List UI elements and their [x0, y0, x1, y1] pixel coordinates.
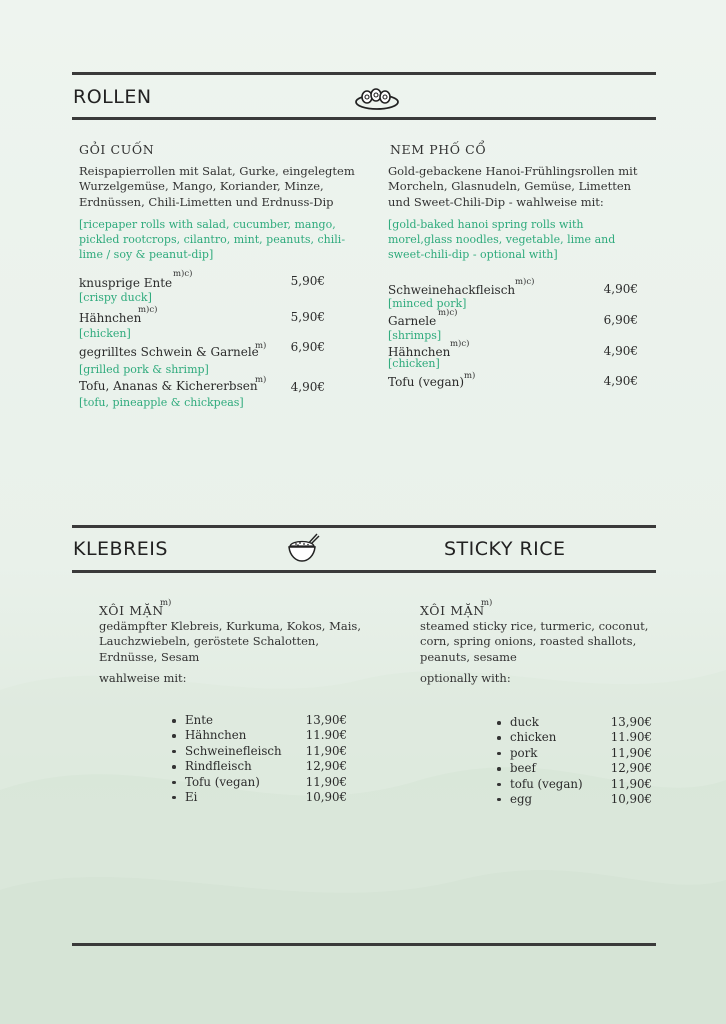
- nem-pho-co-translation: [gold-baked hanoi spring rolls with morel,glass noodles, vegetable, lime and sweet-chili-dip - optional with]: [388, 218, 616, 261]
- option-price: 10,90€: [305, 789, 347, 804]
- option-item: [172, 728, 347, 743]
- nem-pho-co-item-translation: [minced pork]: [388, 297, 467, 310]
- option-name: pork: [510, 745, 538, 760]
- bullet-icon: [497, 783, 501, 787]
- option-item: [497, 746, 652, 761]
- bullet-icon: [172, 796, 176, 800]
- xoi-man-de-description: gedämpfter Klebreis, Kurkuma, Kokos, Mais, Lauchzwiebeln, geröstete Schalotten, Erdnüsse, Sesam: [99, 619, 361, 664]
- nem-pho-co-item-translation: [chicken]: [388, 357, 440, 370]
- goi-cuon-translation: [ricepaper rolls with salad, cucumber, mango, pickled rootcrops, cilantro, mint, peanuts, chili-lime / soy & peanut-dip]: [79, 218, 346, 261]
- option-item: [497, 715, 652, 730]
- page-bottom-rule: [72, 943, 656, 946]
- option-item: [172, 744, 347, 759]
- goi-cuon-item-price: 4,90€: [290, 380, 325, 394]
- klebreis-bottom-rule: [72, 570, 656, 573]
- option-price: 12,90€: [610, 761, 652, 776]
- option-item: [497, 730, 652, 745]
- rollen-top-rule: [72, 72, 656, 75]
- bullet-icon: [172, 750, 176, 754]
- option-item: [497, 761, 652, 776]
- option-item: [172, 790, 347, 805]
- option-item: [497, 777, 652, 792]
- goi-cuon-item-allergens: m): [255, 375, 267, 385]
- option-item: [497, 792, 652, 807]
- bullet-icon: [172, 734, 176, 738]
- goi-cuon-item-allergens: m): [255, 341, 267, 351]
- bullet-icon: [172, 781, 176, 785]
- goi-cuon-item-translation: [chicken]: [79, 327, 131, 340]
- goi-cuon-item-price: 6,90€: [290, 340, 325, 354]
- option-price: 11,90€: [610, 745, 652, 760]
- rollen-section-title: ROLLEN: [73, 86, 152, 108]
- option-item: [172, 775, 347, 790]
- option-name: duck: [510, 715, 539, 729]
- goi-cuon-item-name: gegrilltes Schwein & Garnele: [79, 345, 259, 359]
- option-price: 10,90€: [610, 791, 652, 806]
- nem-pho-co-item-name: Schweinehackfleisch: [388, 283, 516, 297]
- option-item: [172, 759, 347, 774]
- xoi-man-en-title: XÔI MẶN: [420, 603, 485, 618]
- goi-cuon-item-allergens: m)c): [173, 269, 193, 279]
- option-price: 11,90€: [610, 776, 652, 791]
- option-name: Ei: [185, 789, 198, 804]
- option-price: 11.90€: [305, 728, 347, 743]
- option-name: beef: [510, 761, 536, 776]
- nem-pho-co-item-name: Tofu (vegan): [388, 375, 465, 389]
- sticky-rice-section-title: STICKY RICE: [444, 538, 566, 560]
- goi-cuon-item-name: Tofu, Ananas & Kichererbsen: [79, 379, 258, 393]
- option-price: 13,90€: [610, 715, 652, 729]
- rollen-bottom-rule: [72, 117, 656, 120]
- option-name: Ente: [185, 713, 213, 727]
- option-price: 12,90€: [305, 759, 347, 774]
- nem-pho-co-item-allergens: m)c): [438, 308, 458, 318]
- xoi-man-en-allergens: m): [481, 598, 493, 608]
- goi-cuon-title: GỎI CUỐN: [79, 142, 155, 157]
- option-name: Hähnchen: [185, 728, 247, 743]
- bullet-icon: [497, 767, 501, 771]
- option-item: [172, 713, 347, 728]
- xoi-man-de-allergens: m): [160, 598, 172, 608]
- bullet-icon: [172, 719, 176, 723]
- goi-cuon-item-price: 5,90€: [290, 310, 325, 324]
- xoi-man-de-option-list: [172, 713, 347, 805]
- bullet-icon: [172, 765, 176, 769]
- option-name: tofu (vegan): [510, 776, 583, 791]
- rice-bowl-icon: [286, 532, 322, 564]
- option-price: 11.90€: [610, 730, 652, 745]
- bullet-icon: [497, 736, 501, 740]
- nem-pho-co-item-allergens: m)c): [515, 277, 535, 287]
- option-price: 11,90€: [305, 743, 347, 758]
- xoi-man-de-option-label: wahlweise mit:: [99, 671, 187, 685]
- nem-pho-co-item-name: Hähnchen: [388, 345, 451, 359]
- goi-cuon-description: Reispapierrollen mit Salat, Gurke, eingelegtem Wurzelgemüse, Mango, Koriander, Minze, Erdnüssen, Chili-Limetten und Erdnuss-Dip: [79, 164, 355, 209]
- nem-pho-co-item-price: 6,90€: [603, 313, 638, 327]
- spring-rolls-icon: [354, 80, 400, 112]
- nem-pho-co-item-price: 4,90€: [603, 344, 638, 358]
- option-name: chicken: [510, 730, 557, 745]
- option-price: 13,90€: [305, 713, 347, 727]
- option-name: Tofu (vegan): [185, 774, 260, 789]
- nem-pho-co-description: Gold-gebackene Hanoi-Frühlingsrollen mit Morcheln, Glasnudeln, Gemüse, Limetten und Sweet-Chili-Dip - wahlweise mit:: [388, 164, 638, 209]
- goi-cuon-item-price: 5,90€: [290, 274, 325, 288]
- goi-cuon-item-name: Hähnchen: [79, 311, 142, 325]
- option-name: Rindfleisch: [185, 759, 252, 774]
- goi-cuon-item-translation: [grilled pork & shrimp]: [79, 363, 209, 376]
- klebreis-section-title: KLEBREIS: [73, 538, 168, 560]
- goi-cuon-item-translation: [tofu, pineapple & chickpeas]: [79, 396, 244, 409]
- nem-pho-co-item-allergens: m)c): [450, 339, 470, 349]
- nem-pho-co-item-price: 4,90€: [603, 374, 638, 388]
- klebreis-top-rule: [72, 525, 656, 528]
- bullet-icon: [497, 752, 501, 756]
- nem-pho-co-item-price: 4,90€: [603, 282, 638, 296]
- nem-pho-co-item-translation: [shrimps]: [388, 329, 442, 342]
- xoi-man-en-option-label: optionally with:: [420, 671, 511, 685]
- xoi-man-de-title: XÔI MẶN: [99, 603, 164, 618]
- nem-pho-co-item-allergens: m): [464, 371, 476, 381]
- bullet-icon: [497, 721, 501, 725]
- goi-cuon-item-allergens: m)c): [138, 305, 158, 315]
- bullet-icon: [497, 798, 501, 802]
- nem-pho-co-item-name: Garnele: [388, 314, 437, 328]
- option-name: Schweinefleisch: [185, 743, 282, 758]
- option-name: egg: [510, 791, 533, 806]
- xoi-man-en-option-list: [497, 715, 652, 807]
- option-price: 11,90€: [305, 774, 347, 789]
- nem-pho-co-title: NEM PHỐ CỔ: [390, 142, 487, 157]
- xoi-man-en-description: steamed sticky rice, turmeric, coconut, corn, spring onions, roasted shallots, peanuts, sesame: [420, 619, 649, 664]
- goi-cuon-item-name: knusprige Ente: [79, 276, 173, 290]
- goi-cuon-item-translation: [crispy duck]: [79, 291, 152, 304]
